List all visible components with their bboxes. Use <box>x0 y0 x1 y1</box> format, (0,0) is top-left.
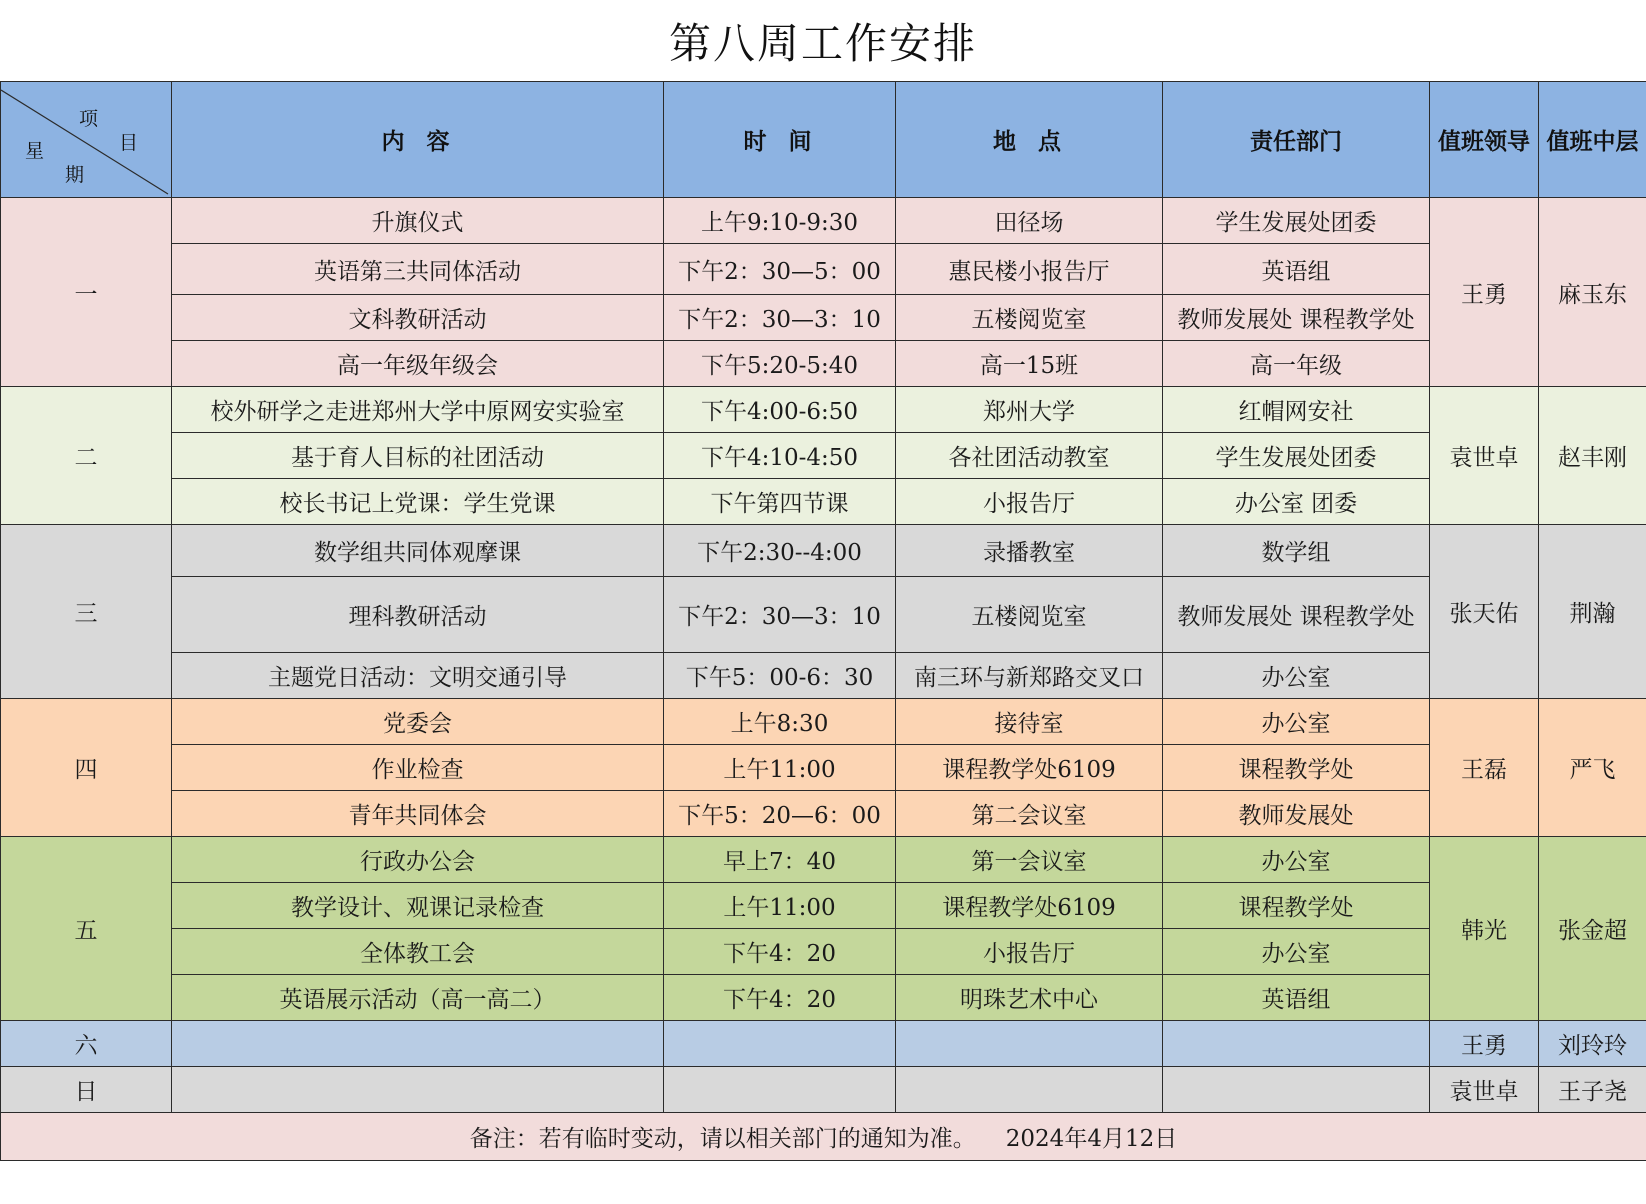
middle-cell: 赵丰刚 <box>1539 387 1646 525</box>
schedule-table <box>0 81 1646 1161</box>
middle-cell: 王子尧 <box>1539 1067 1646 1113</box>
corner-week-label-2: 期 <box>65 164 85 186</box>
dept-cell: 英语组 <box>1163 975 1430 1021</box>
table-row <box>1 433 1646 479</box>
middle-cell: 严飞 <box>1539 699 1646 837</box>
content-cell: 青年共同体会 <box>172 791 664 837</box>
dept-cell: 教师发展处 课程教学处 <box>1163 295 1430 341</box>
time-cell <box>664 1021 896 1067</box>
content-cell: 理科教研活动 <box>172 577 664 653</box>
dept-cell: 课程教学处 <box>1163 883 1430 929</box>
table-row <box>1 525 1646 577</box>
dept-cell: 办公室 <box>1163 699 1430 745</box>
dept-cell: 办公室 <box>1163 837 1430 883</box>
content-cell: 全体教工会 <box>172 929 664 975</box>
dept-cell: 高一年级 <box>1163 341 1430 387</box>
time-cell: 下午5:20-5:40 <box>664 341 896 387</box>
place-cell: 小报告厅 <box>896 929 1163 975</box>
leader-cell: 袁世卓 <box>1430 387 1539 525</box>
time-cell: 下午4：20 <box>664 929 896 975</box>
place-cell: 南三环与新郑路交叉口 <box>896 653 1163 699</box>
content-cell: 文科教研活动 <box>172 295 664 341</box>
content-cell: 校长书记上党课：学生党课 <box>172 479 664 525</box>
page-title: 第八周工作安排 <box>668 18 977 68</box>
place-cell: 明珠艺术中心 <box>896 975 1163 1021</box>
middle-cell: 荆瀚 <box>1539 525 1646 699</box>
content-cell <box>172 1067 664 1113</box>
table-row <box>1 837 1646 883</box>
leader-cell: 王勇 <box>1430 1021 1539 1067</box>
content-cell: 党委会 <box>172 699 664 745</box>
day-cell: 一 <box>1 198 172 387</box>
middle-cell: 刘玲玲 <box>1539 1021 1646 1067</box>
table-row <box>1 791 1646 837</box>
time-cell: 早上7：40 <box>664 837 896 883</box>
place-cell: 高一15班 <box>896 341 1163 387</box>
time-cell: 下午4:00-6:50 <box>664 387 896 433</box>
time-cell: 下午4：20 <box>664 975 896 1021</box>
place-cell: 第一会议室 <box>896 837 1163 883</box>
middle-cell: 麻玉东 <box>1539 198 1646 387</box>
place-cell: 课程教学处6109 <box>896 883 1163 929</box>
place-cell: 课程教学处6109 <box>896 745 1163 791</box>
place-cell: 录播教室 <box>896 525 1163 577</box>
time-cell <box>664 1067 896 1113</box>
day-cell: 六 <box>1 1021 172 1067</box>
time-cell: 下午2：30—3：10 <box>664 295 896 341</box>
content-cell <box>172 1021 664 1067</box>
leader-cell: 袁世卓 <box>1430 1067 1539 1113</box>
table-row <box>1 479 1646 525</box>
content-cell: 行政办公会 <box>172 837 664 883</box>
content-cell: 升旗仪式 <box>172 198 664 244</box>
table-row <box>1 653 1646 699</box>
footer-note: 备注：若有临时变动，请以相关部门的通知为准。 <box>469 1126 976 1152</box>
place-cell: 郑州大学 <box>896 387 1163 433</box>
day-cell: 四 <box>1 699 172 837</box>
table-row <box>1 295 1646 341</box>
time-cell: 上午11:00 <box>664 745 896 791</box>
header-dept: 责任部门 <box>1163 82 1430 198</box>
table-row <box>1 577 1646 653</box>
place-cell <box>896 1067 1163 1113</box>
time-cell: 下午2：30—3：10 <box>664 577 896 653</box>
dept-cell <box>1163 1067 1430 1113</box>
place-cell: 惠民楼小报告厅 <box>896 244 1163 295</box>
footer-row <box>1 1113 1646 1161</box>
header-time: 时间 <box>664 82 896 198</box>
dept-cell: 教师发展处 课程教学处 <box>1163 577 1430 653</box>
schedule-body <box>1 198 1646 1113</box>
content-cell: 基于育人目标的社团活动 <box>172 433 664 479</box>
place-cell: 田径场 <box>896 198 1163 244</box>
time-cell: 上午11:00 <box>664 883 896 929</box>
day-cell: 二 <box>1 387 172 525</box>
day-cell: 三 <box>1 525 172 699</box>
dept-cell: 学生发展处团委 <box>1163 198 1430 244</box>
dept-cell: 英语组 <box>1163 244 1430 295</box>
table-row <box>1 1021 1646 1067</box>
dept-cell: 课程教学处 <box>1163 745 1430 791</box>
time-cell: 下午4:10-4:50 <box>664 433 896 479</box>
header-row <box>1 82 1646 198</box>
content-cell: 校外研学之走进郑州大学中原网安实验室 <box>172 387 664 433</box>
leader-cell: 张天佑 <box>1430 525 1539 699</box>
time-cell: 下午第四节课 <box>664 479 896 525</box>
time-cell: 上午8:30 <box>664 699 896 745</box>
place-cell: 小报告厅 <box>896 479 1163 525</box>
table-row <box>1 244 1646 295</box>
header-middle: 值班中层 <box>1539 82 1646 198</box>
time-cell: 上午9:10-9:30 <box>664 198 896 244</box>
place-cell: 第二会议室 <box>896 791 1163 837</box>
dept-cell: 红帽网安社 <box>1163 387 1430 433</box>
day-cell: 五 <box>1 837 172 1021</box>
content-cell: 教学设计、观课记录检查 <box>172 883 664 929</box>
dept-cell: 办公室 团委 <box>1163 479 1430 525</box>
header-place: 地点 <box>896 82 1163 198</box>
table-row <box>1 745 1646 791</box>
leader-cell: 王勇 <box>1430 198 1539 387</box>
dept-cell: 教师发展处 <box>1163 791 1430 837</box>
place-cell: 五楼阅览室 <box>896 577 1163 653</box>
dept-cell: 数学组 <box>1163 525 1430 577</box>
table-row <box>1 975 1646 1021</box>
footer-date: 2024年4月12日 <box>1005 1126 1178 1152</box>
time-cell: 下午2:30--4:00 <box>664 525 896 577</box>
corner-item-label-2: 目 <box>119 132 139 154</box>
content-cell: 高一年级年级会 <box>172 341 664 387</box>
table-row <box>1 699 1646 745</box>
place-cell: 各社团活动教室 <box>896 433 1163 479</box>
leader-cell: 韩光 <box>1430 837 1539 1021</box>
header-leader: 值班领导 <box>1430 82 1539 198</box>
header-content: 内容 <box>172 82 664 198</box>
table-row <box>1 883 1646 929</box>
corner-week-label-1: 星 <box>25 140 45 162</box>
time-cell: 下午5：00-6：30 <box>664 653 896 699</box>
table-row <box>1 1067 1646 1113</box>
place-cell <box>896 1021 1163 1067</box>
header-corner-cell <box>1 82 172 198</box>
dept-cell: 学生发展处团委 <box>1163 433 1430 479</box>
place-cell: 接待室 <box>896 699 1163 745</box>
time-cell: 下午5：20—6：00 <box>664 791 896 837</box>
leader-cell: 王磊 <box>1430 699 1539 837</box>
content-cell: 主题党日活动：文明交通引导 <box>172 653 664 699</box>
footer-cell <box>1 1113 1646 1161</box>
content-cell: 数学组共同体观摩课 <box>172 525 664 577</box>
corner-item-label-1: 项 <box>79 108 99 130</box>
table-row <box>1 929 1646 975</box>
table-row <box>1 341 1646 387</box>
content-cell: 作业检查 <box>172 745 664 791</box>
dept-cell: 办公室 <box>1163 653 1430 699</box>
content-cell: 英语展示活动（高一高二） <box>172 975 664 1021</box>
table-row <box>1 387 1646 433</box>
dept-cell <box>1163 1021 1430 1067</box>
place-cell: 五楼阅览室 <box>896 295 1163 341</box>
table-row <box>1 198 1646 244</box>
time-cell: 下午2：30—5：00 <box>664 244 896 295</box>
middle-cell: 张金超 <box>1539 837 1646 1021</box>
dept-cell: 办公室 <box>1163 929 1430 975</box>
day-cell: 日 <box>1 1067 172 1113</box>
content-cell: 英语第三共同体活动 <box>172 244 664 295</box>
